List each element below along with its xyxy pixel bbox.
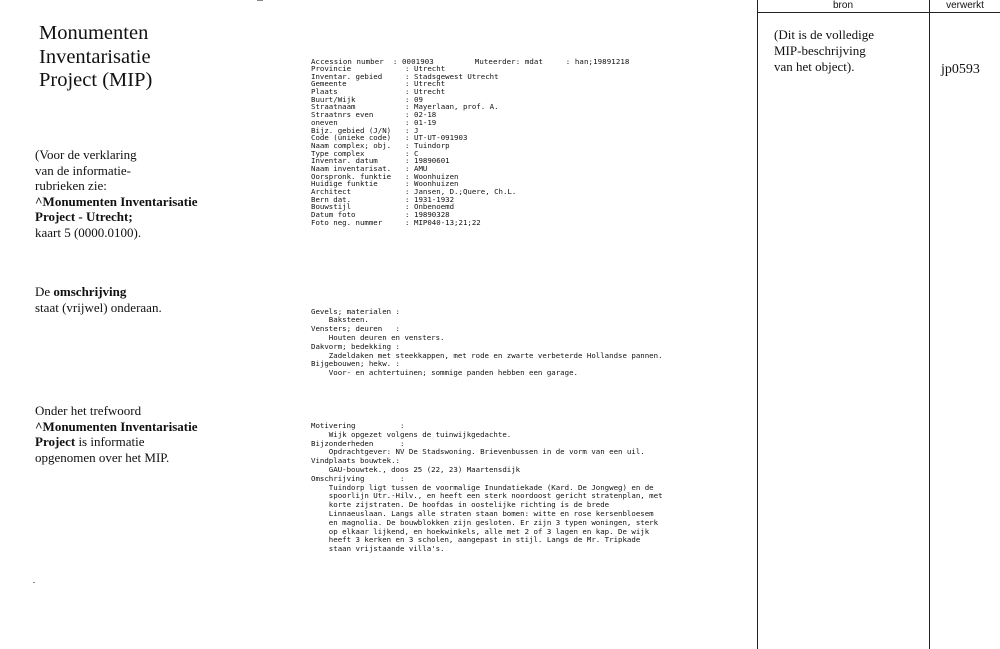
field-row: Plaats : Utrecht bbox=[311, 87, 446, 97]
description-block: Motivering : Wijk opgezet volgens de tuinwijkgedachte. Bijzonderheden : Opdrachtgever: NV De Stadswoning. Brievenbussen in de vorm van een uil. Vindplaats bouwtek.: GAU-bouwtek., doos 25 (22, 23) Maartensdijk Omschrijving : Tuindorp ligt tussen de voormalige Inundatiekade (Kard. De Jongweg) en de spoorlijn Utr.-Hilv., en heeft een sterk noordoost gericht stratenplan, met korte zijstraten. De hoofdas in oostelijke richting is de brede Linnaeuslaan. Langs alle straten staan bomen: witte en rose kersenbloesem en magnolia. De bouwblokken zijn gesloten. Er zijn 3 typen woningen, sterk op elkaar lijkend, en hoekwinkels, alle met 2 of 3 lagen en kap. De wijk heeft 3 kerken en 3 scholen, aangepast in stijl. Langs de Mr. Tripkade staan vrijstaande villa's. bbox=[311, 420, 663, 554]
field-row: Buurt/Wijk : 09 bbox=[311, 94, 423, 104]
field-row: Inventar. datum : 19890601 bbox=[311, 156, 450, 166]
explanation-note bbox=[35, 147, 265, 240]
bron-note bbox=[774, 27, 874, 75]
record-fields bbox=[311, 65, 516, 226]
note1-bold-line-1: ^Monumenten Inventarisatie bbox=[35, 193, 198, 209]
scan-speck bbox=[33, 582, 35, 583]
column-header-verwerkt: verwerkt bbox=[946, 0, 984, 11]
mip-title bbox=[39, 22, 269, 93]
description-location-note bbox=[35, 284, 265, 315]
field-row: Architect : Jansen, D.;Quere, Ch.L. bbox=[311, 187, 517, 196]
materials-block: Gevels; materialen : Baksteen. Vensters; deuren : Houten deuren en vensters. Dakvorm; bedekking : Zadeldaken met steekkappen, met rode en zwarte verbeterde Hollandse pannen. Bijgebouwen; hekw. : Voor- en achtertuinen; sommige panden hebben een garage. bbox=[311, 306, 663, 378]
field-row: Type complex : C bbox=[311, 148, 419, 158]
title-line-1: Monumenten bbox=[39, 22, 149, 44]
scan-speck bbox=[257, 0, 263, 1]
note1-bold-line-2: Project - Utrecht; bbox=[35, 209, 133, 224]
field-row: Naam inventarisat. : AMU bbox=[311, 163, 428, 173]
title-line-2: Inventarisatie bbox=[39, 45, 151, 68]
bron-line-3: van het object). bbox=[774, 59, 855, 74]
field-row: Bouwstijl : Onbenoemd bbox=[311, 202, 455, 212]
note3-line-4: opgenomen over het MIP. bbox=[35, 449, 170, 465]
field-row: Straatnrs even : 02-18 bbox=[311, 110, 437, 120]
field-row: Naam complex; obj. : Tuindorp bbox=[311, 140, 450, 150]
field-row: Inventar. gebied : Stadsgewest Utrecht bbox=[311, 71, 499, 81]
note1-line-3: rubrieken zie: bbox=[35, 178, 107, 193]
column-header-bron: bron bbox=[832, 0, 853, 11]
note3-plain: is informatie bbox=[75, 434, 145, 449]
note1-tail: kaart 5 (0000.0100). bbox=[35, 224, 142, 240]
field-row: Bern dat. : 1931-1932 bbox=[311, 194, 455, 204]
bron-line-2: MIP-beschrijving bbox=[774, 43, 866, 58]
title-line-3: Project (MIP) bbox=[39, 69, 153, 91]
field-row: Bijz. gebied (J/N) : J bbox=[311, 125, 419, 135]
note3-bold-word: Project bbox=[35, 434, 76, 449]
note2-line-2: staat (vrijwel) onderaan. bbox=[35, 299, 162, 315]
field-row: Datum foto : 19890328 bbox=[311, 210, 450, 220]
record-narrative bbox=[311, 290, 663, 563]
field-row: Oorspronk. funktie : Woonhuizen bbox=[311, 171, 459, 181]
column-divider bbox=[757, 0, 758, 649]
field-row: Provincie : Utrecht bbox=[311, 64, 446, 73]
note2-bold: omschrijving bbox=[53, 284, 127, 299]
note3-line-1: Onder het trefwoord bbox=[35, 403, 142, 418]
keyword-note bbox=[35, 403, 265, 465]
note1-line-1: (Voor de verklaring bbox=[35, 147, 137, 162]
note1-line-2: van de informatie- bbox=[35, 162, 132, 178]
field-row: Gemeente : Utrecht bbox=[311, 79, 446, 89]
note2-plain: De bbox=[35, 284, 54, 299]
header-rule bbox=[757, 12, 1000, 13]
field-row: oneven : 01-19 bbox=[311, 117, 437, 127]
verwerkt-value: jp0593 bbox=[941, 62, 980, 77]
record-header: Accession number : 0001903 Muteerder: mdat : han;19891218 bbox=[311, 57, 630, 66]
field-row: Straatnaam : Mayerlaan, prof. A. bbox=[311, 102, 499, 112]
column-divider bbox=[929, 0, 930, 649]
note3-bold-line: ^Monumenten Inventarisatie bbox=[35, 418, 198, 434]
field-row: Huidige funktie : Woonhuizen bbox=[311, 179, 459, 189]
bron-line-1: (Dit is de volledige bbox=[774, 27, 875, 42]
field-row: Code (unieke code) : UT-UT-091903 bbox=[311, 133, 468, 143]
field-row: Foto neg. nummer : MIP040-13;21;22 bbox=[311, 217, 481, 227]
